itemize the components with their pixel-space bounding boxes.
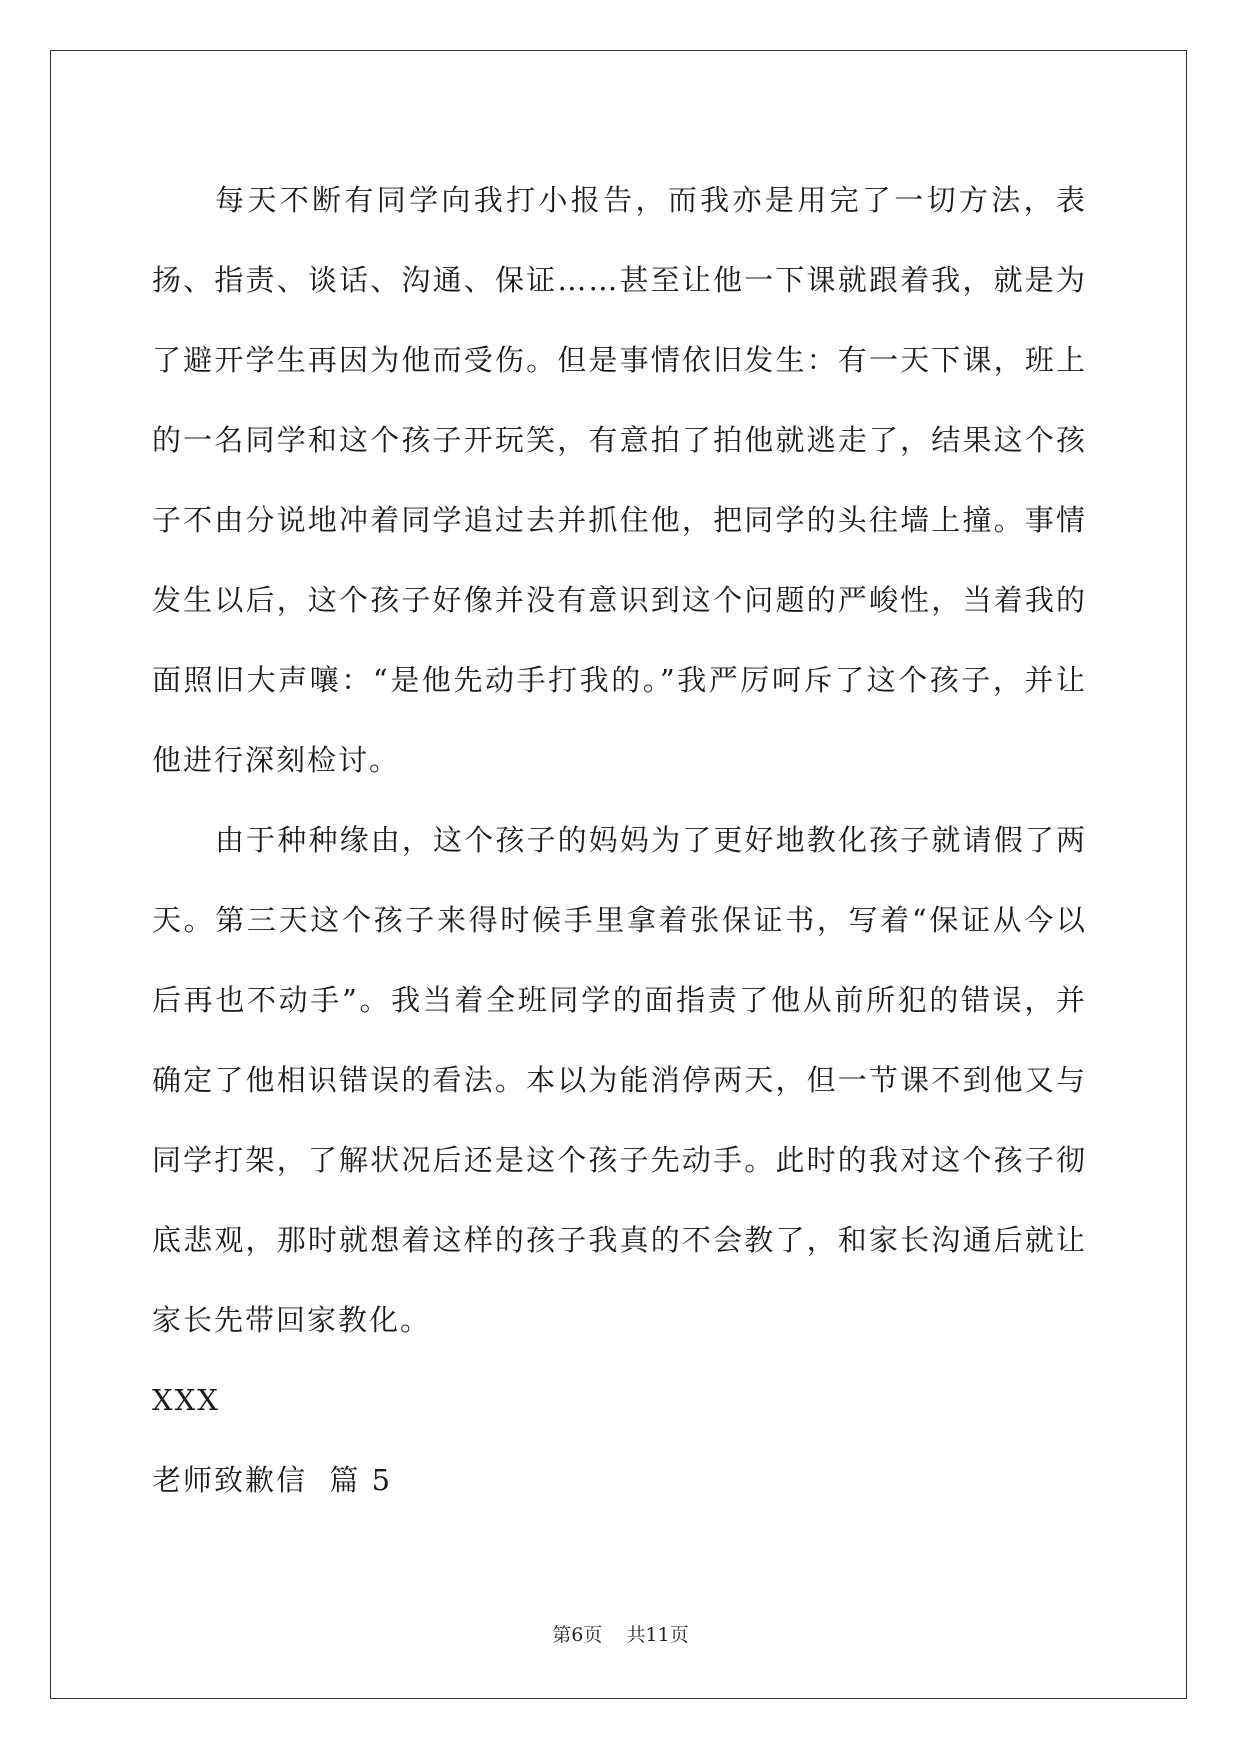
- signature: XXX: [152, 1383, 220, 1417]
- paragraph-1: 每天不断有同学向我打小报告，而我亦是用完了一切方法，表扬、指责、谈话、沟通、保证……甚至让他一下课就跟着我，就是为了避开学生再因为他而受伤。但是事情依旧发生：有一天下课，班上的一名同学和这个孩子开玩笑，有意拍了拍他就逃走了，结果这个孩子不由分说地冲着同学追过去并抓住他，把同学的头往墙上撞。事情发生以后，这个孩子好像并没有意识到这个问题的严峻性，当着我的面照旧大声嚷：“是他先动手打我的。”我严厉呵斥了这个孩子，并让他进行深刻检讨。: [152, 183, 1087, 777]
- section-title: 老师致歉信 篇 5: [152, 1463, 393, 1497]
- page-footer: 第6页 共11页: [552, 1624, 689, 1646]
- paragraph-2: 由于种种缘由，这个孩子的妈妈为了更好地教化孩子就请假了两天。第三天这个孩子来得时候手里拿着张保证书，写着“保证从今以后再也不动手”。我当着全班同学的面指责了他从前所犯的错误，并确定了他相识错误的看法。本以为能消停两天，但一节课不到他又与同学打架，了解状况后还是这个孩子先动手。此时的我对这个孩子彻底悲观，那时就想着这样的孩子我真的不会教了，和家长沟通后就让家长先带回家教化。: [152, 823, 1087, 1337]
- document-body: [152, 160, 1087, 1520]
